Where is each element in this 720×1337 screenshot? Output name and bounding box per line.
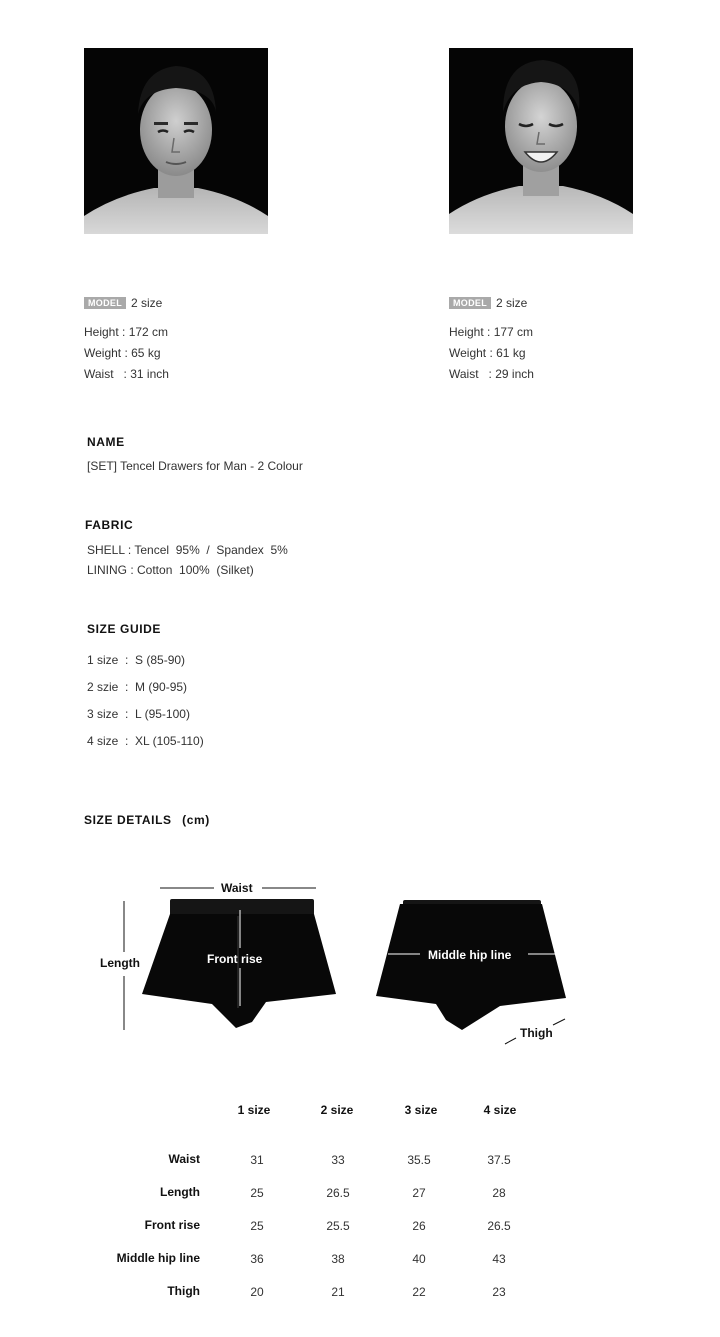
model-waist: Waist : 31 inch <box>84 367 169 381</box>
table-cell: 31 <box>250 1153 264 1167</box>
table-cell: 20 <box>250 1285 264 1299</box>
size-guide-line: 4 size : XL (105-110) <box>87 734 204 748</box>
model-2-info <box>449 294 534 385</box>
model-photo-1 <box>84 48 268 234</box>
size-details-unit: (cm) <box>182 813 210 827</box>
model-photo-2 <box>449 48 633 234</box>
size-guide-line: 2 szie : M (90-95) <box>87 680 188 694</box>
size-col-header: 3 size <box>404 1103 438 1117</box>
model-height: Height : 172 cm <box>84 325 169 339</box>
table-cell: 36 <box>250 1252 264 1266</box>
fabric-shell: SHELL : Tencel 95% / Spandex 5% <box>87 543 288 557</box>
model-badge: MODEL <box>449 297 491 309</box>
table-cell: 40 <box>412 1252 426 1266</box>
size-col-header: 4 size <box>483 1103 517 1117</box>
table-cell: 22 <box>412 1285 426 1299</box>
table-cell: 26.5 <box>326 1186 350 1200</box>
row-label: Front rise <box>144 1218 200 1232</box>
table-cell: 37.5 <box>487 1153 511 1167</box>
table-cell: 25.5 <box>326 1219 350 1233</box>
table-cell: 26 <box>412 1219 426 1233</box>
row-label: Middle hip line <box>116 1251 200 1265</box>
size-guide-heading: SIZE GUIDE <box>87 622 162 636</box>
table-cell: 23 <box>492 1285 506 1299</box>
table-cell: 28 <box>492 1186 506 1200</box>
size-col-header: 1 size <box>237 1103 271 1117</box>
model-badge: MODEL <box>84 297 126 309</box>
size-guide-line: 1 size : S (85-90) <box>87 653 186 667</box>
row-label: Thigh <box>167 1284 200 1298</box>
size-details-title: SIZE DETAILS <box>84 813 172 827</box>
size-diagram <box>0 870 720 1060</box>
size-guide-line: 3 size : L (95-100) <box>87 707 190 721</box>
fabric-lining: LINING : Cotton 100% (Silket) <box>87 563 254 577</box>
diagram-middle-hip-label: Middle hip line <box>428 948 512 962</box>
diagram-waist-label: Waist <box>221 881 253 895</box>
table-cell: 25 <box>250 1219 264 1233</box>
name-heading: NAME <box>87 435 125 449</box>
table-cell: 33 <box>331 1153 345 1167</box>
row-label: Length <box>160 1185 200 1199</box>
fabric-heading: FABRIC <box>85 518 134 532</box>
table-cell: 27 <box>412 1186 426 1200</box>
table-cell: 25 <box>250 1186 264 1200</box>
diagram-length-label: Length <box>100 956 140 970</box>
table-cell: 26.5 <box>487 1219 511 1233</box>
table-cell: 38 <box>331 1252 345 1266</box>
model-weight: Weight : 65 kg <box>84 346 161 360</box>
model-height: Height : 177 cm <box>449 325 534 339</box>
row-label: Waist <box>168 1152 200 1166</box>
product-name: [SET] Tencel Drawers for Man - 2 Colour <box>87 459 303 473</box>
model-1-info <box>84 294 169 385</box>
table-cell: 43 <box>492 1252 506 1266</box>
size-details-heading <box>84 811 210 829</box>
model-size: 2 size <box>131 295 163 310</box>
size-col-header: 2 size <box>320 1103 354 1117</box>
diagram-front-rise-label: Front rise <box>207 952 263 966</box>
diagram-thigh-label: Thigh <box>520 1026 553 1040</box>
model-weight: Weight : 61 kg <box>449 346 526 360</box>
table-cell: 35.5 <box>407 1153 431 1167</box>
model-waist: Waist : 29 inch <box>449 367 534 381</box>
table-cell: 21 <box>331 1285 345 1299</box>
model-size: 2 size <box>496 295 528 310</box>
